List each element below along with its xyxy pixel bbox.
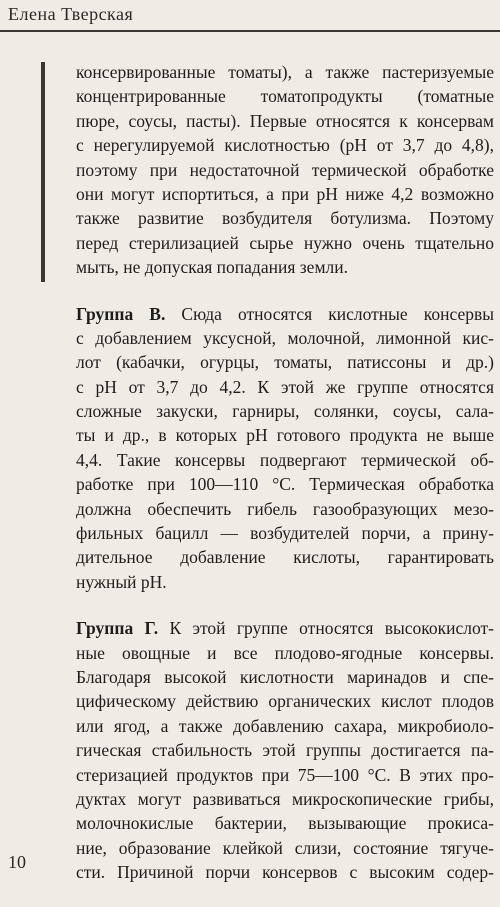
text-line: они могут испортиться, а при рН ниже 4,2 возможно (76, 183, 494, 204)
text-line: Благодаря высокой кислотности маринадов и спе- (76, 666, 494, 687)
group-g-heading: Группа Г. (76, 618, 159, 639)
text-line: нужный рН. (76, 571, 167, 592)
text-line: с добавлением уксусной, молочной, лимонной кис- (76, 327, 494, 348)
text-line: работке при 100—110 °С. Термическая обработка (76, 474, 494, 495)
group-v-heading: Группа В. (76, 303, 166, 324)
text-line: гическая стабильность этой группы достигается па- (76, 740, 494, 761)
text-line: должна обеспечить гибель газообразующих мезо- (76, 498, 494, 519)
text-line: с нерегулируемой кислотностью (рН от 3,7 до 4,8), (76, 135, 494, 156)
group-g-first-line: К этой группе относятся высококислот- (158, 618, 494, 639)
running-head-title: Елена Тверская (8, 4, 134, 24)
text-line: или ягод, а также добавлению сахара, микробиоло- (76, 715, 494, 736)
page-body (76, 60, 494, 907)
text-line: 4,4. Такие консервы подвергают термической об- (76, 449, 494, 470)
text-line: сложные закуски, гарниры, солянки, соусы, сала- (76, 401, 494, 422)
text-line: дуктах могут развиваться микроскопические грибы, (76, 788, 494, 809)
continuation-paragraph (76, 60, 494, 280)
text-line: ние, образование клейкой слизи, состояние тягуче- (76, 837, 494, 858)
text-line: пюре, соусы, пасты). Первые относятся к консервам (76, 110, 494, 131)
text-line: молочнокислые бактерии, вызывающие прокиса- (76, 813, 494, 834)
text-line: дительное добавление кислоты, гарантировать (76, 547, 494, 568)
text-line: стеризацией продуктов при 75—100 °С. В этих про- (76, 764, 494, 785)
text-line: сти. Причиной порчи консервов с высоким содер- (76, 862, 494, 883)
text-line: консервированные томаты), а также пастеризуемые (76, 62, 494, 82)
text-line: также развитие возбудителя ботулизма. Поэтому (76, 208, 494, 229)
text-line: перед стерилизацией сырье нужно очень тщательно (76, 232, 494, 253)
text-line: ные овощные и все плодово-ягодные консервы. (76, 642, 494, 663)
text-line: мыть, не допуская попадания земли. (76, 257, 348, 278)
text-line: поэтому при недостаточной термической обработке (76, 159, 494, 180)
text-line: ты и др., в которых рН готового продукта не выше (76, 425, 494, 446)
text-line: лот (кабачки, огурцы, томаты, патиссоны и др.) (76, 352, 494, 373)
text-line: с рН от 3,7 до 4,2. К этой же группе относятся (76, 376, 494, 397)
text-line: цифическому действию органических кислот плодов (76, 691, 494, 712)
margin-rule (41, 62, 45, 282)
text-line: фильных бацилл — возбудителей порчи, а прину- (76, 523, 494, 544)
group-v-first-line: Сюда относятся кислотные консервы (165, 303, 495, 324)
text-line (76, 616, 494, 640)
page-number: 10 (8, 852, 26, 872)
text-line: концентрированные томатопродукты (томатные (76, 86, 494, 107)
group-g-paragraph (76, 616, 494, 884)
header-rule (0, 30, 500, 32)
group-v-paragraph (76, 302, 494, 595)
text-line (76, 302, 494, 326)
